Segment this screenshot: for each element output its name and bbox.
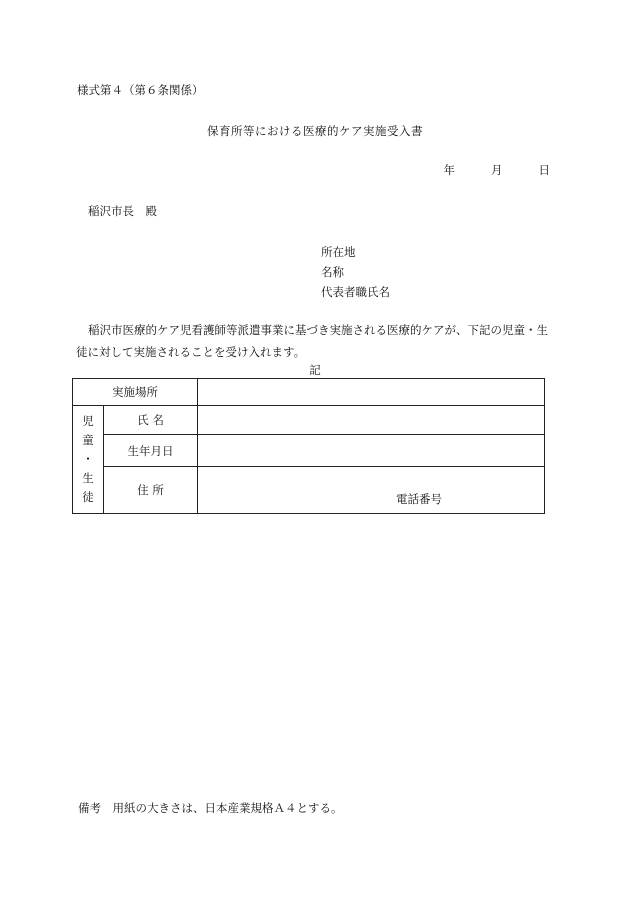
date-year-label: 年 xyxy=(443,163,455,177)
sender-name-label: 名称 xyxy=(321,265,344,279)
birthdate-label: 生年月日 xyxy=(127,443,174,458)
side-char-2: 童 xyxy=(82,433,94,447)
name-label-cell xyxy=(104,406,198,435)
address-label-cell xyxy=(104,467,198,514)
date-line xyxy=(444,162,551,178)
document-title: 保育所等における医療的ケア実施受入書 xyxy=(207,124,423,138)
name-value-cell[interactable] xyxy=(198,406,545,435)
date-day-label: 日 xyxy=(538,163,550,177)
sender-block xyxy=(321,242,390,302)
body-paragraph xyxy=(76,319,552,363)
form-number: 様式第４（第６条関係） xyxy=(77,83,204,97)
side-char-3: ・ xyxy=(82,452,94,466)
footnote: 備考 用紙の大きさは、日本産業規格Ａ４とする。 xyxy=(78,801,343,815)
address-label: 住 所 xyxy=(137,483,164,497)
sender-representative-label: 代表者職氏名 xyxy=(321,285,390,299)
child-student-side-label xyxy=(73,406,104,514)
sender-location-label: 所在地 xyxy=(321,245,356,259)
date-month-label: 月 xyxy=(491,163,503,177)
address-value-cell[interactable] xyxy=(198,467,545,514)
phone-label: 電話番号 xyxy=(396,492,442,506)
side-char-1: 児 xyxy=(82,414,94,428)
acceptance-table xyxy=(72,378,545,514)
recipient: 稲沢市長 殿 xyxy=(88,204,157,218)
birthdate-value-cell[interactable] xyxy=(198,435,545,467)
body-text: 稲沢市医療的ケア児看護師等派遣事業に基づき実施される医療的ケアが、下記の児童・生徒に対して実施されることを受け入れます。 xyxy=(76,323,548,359)
side-char-4: 生 xyxy=(82,471,94,485)
location-value-cell[interactable] xyxy=(198,379,545,406)
table-row-name xyxy=(73,406,545,435)
side-char-5: 徒 xyxy=(82,490,94,504)
table-row-location xyxy=(73,379,545,406)
location-label: 実施場所 xyxy=(112,385,158,399)
location-label-cell xyxy=(73,379,198,406)
birthdate-label-cell xyxy=(104,435,198,467)
name-label: 氏 名 xyxy=(137,413,164,427)
ki-heading: 記 xyxy=(309,363,321,377)
table-row-birthdate xyxy=(73,435,545,467)
table-row-address xyxy=(73,467,545,514)
